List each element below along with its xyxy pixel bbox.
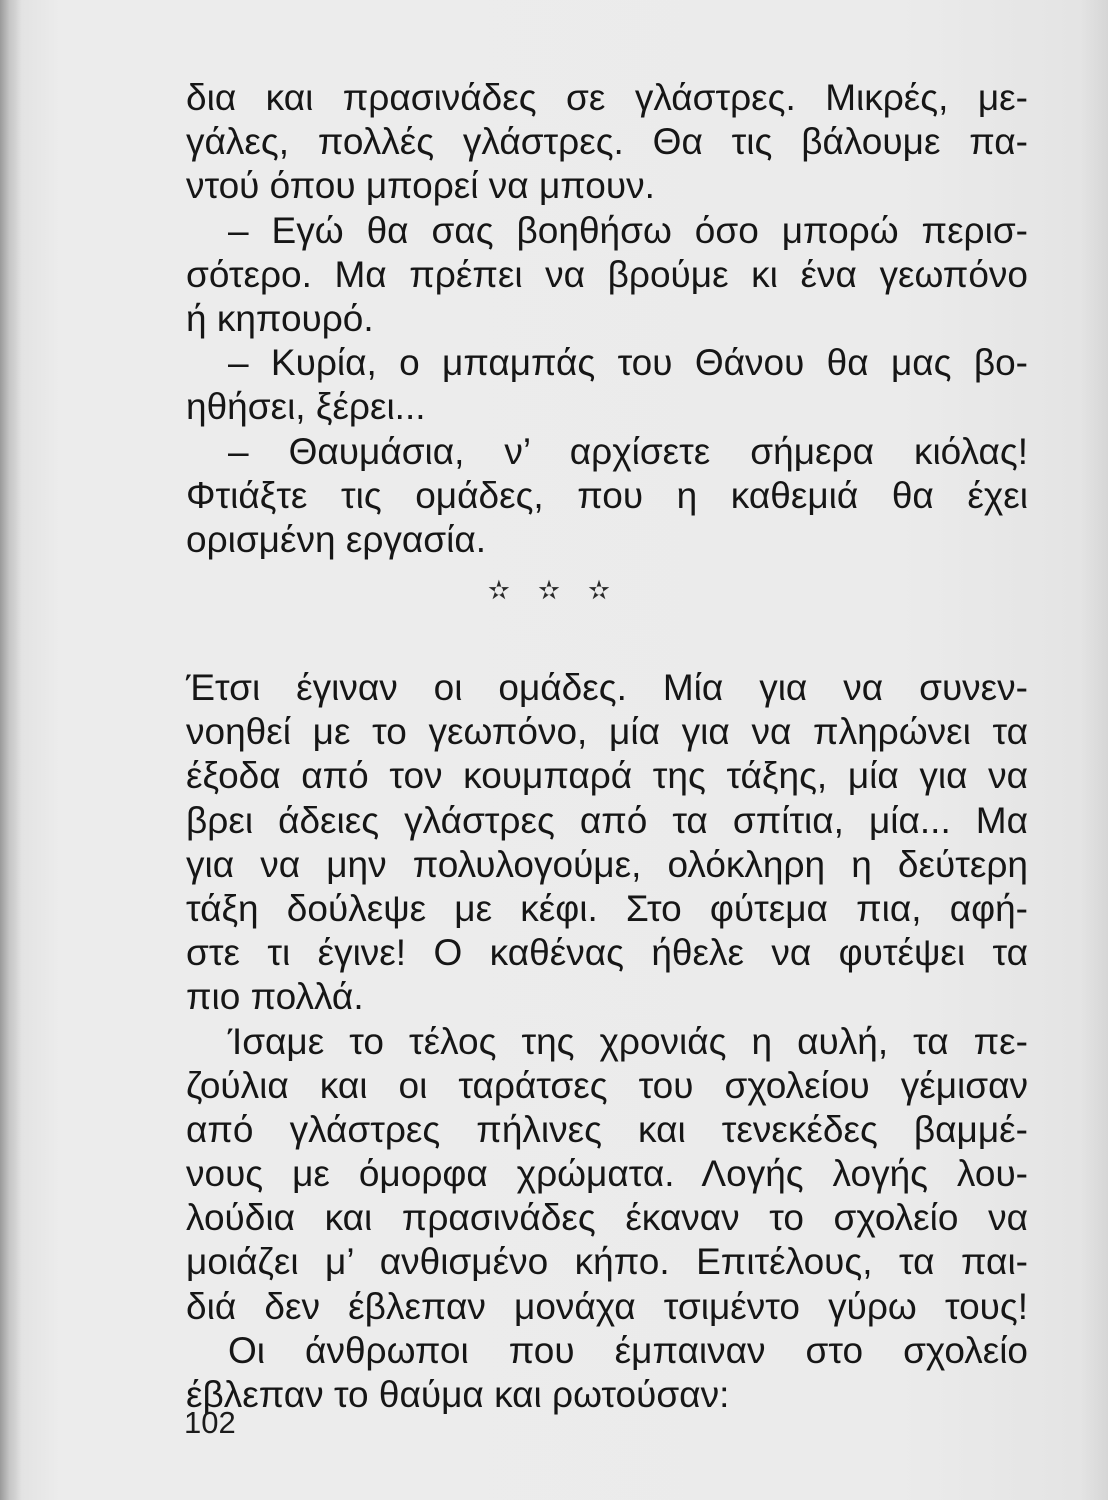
text-line: έβλεπαν το θαύμα και ρωτούσαν: [186, 1374, 730, 1415]
text-line: ντού όπου μπορεί να μπουν. [186, 165, 655, 207]
text-line: έξοδα από τον κουμπαρά της τάξης, μία για να [186, 755, 1028, 797]
text-line: λούδια και πρασινάδες έκαναν το σχολείο να [186, 1197, 1028, 1239]
text-line: Οι άνθρωποι που έμπαιναν στο σχολείο [228, 1329, 1028, 1371]
paragraph [186, 430, 1028, 563]
text-line: – Θαυμάσια, ν’ αρχίσετε σήμερα κιόλας! [228, 430, 1028, 472]
page-number: 102 [184, 1405, 236, 1440]
text-line: ή κηπουρό. [186, 297, 374, 339]
text-line: Φτιάξτε τις ομάδες, που η καθεμιά θα έχει [186, 474, 1028, 516]
text-line: βρει άδειες γλάστρες από τα σπίτια, μία... Μα [186, 799, 1028, 841]
text-line: νους με όμορφα χρώματα. Λογής λογής λου- [186, 1153, 1028, 1195]
paragraph [186, 341, 1028, 429]
text-line: – Κυρία, ο μπαμπάς του Θάνου θα μας βο- [228, 342, 1028, 384]
text-line: Έτσι έγιναν οι ομάδες. Μία για να συνεν- [186, 667, 1028, 708]
text-line: ζούλια και οι ταράτσες του σχολείου γέμισαν [186, 1064, 1028, 1106]
paragraph [186, 209, 1028, 342]
text-line: ορισμένη εργασία. [186, 518, 487, 560]
text-line: διά δεν έβλεπαν μονάχα τσιμέντο γύρω τους! [186, 1285, 1028, 1327]
text-line: δια και πρασινάδες σε γλάστρες. Μικρές, με- [186, 77, 1028, 118]
page-spine-shadow [0, 0, 22, 1500]
text-line: νοηθεί με το γεωπόνο, μία για να πληρώνει τα [186, 711, 1028, 753]
text-line: για να μην πολυλογούμε, ολόκληρη η δεύτερη [186, 843, 1028, 885]
text-line: στε τι έγινε! Ο καθένας ήθελε να φυτέψει τα [186, 932, 1028, 974]
text-line: ηθήσει, ξέρει... [186, 386, 426, 428]
text-line: – Εγώ θα σας βοηθήσω όσο μπορώ περισ- [228, 209, 1028, 251]
text-block-top [186, 76, 1028, 562]
text-line: μοιάζει μ’ ανθισμένο κήπο. Επιτέλους, τα παι- [186, 1241, 1028, 1283]
text-line: γάλες, πολλές γλάστρες. Θα τις βάλουμε πα- [186, 121, 1028, 163]
paragraph [186, 76, 1028, 209]
text-line: τάξη δούλεψε με κέφι. Στο φύτεμα πια, αφή- [186, 887, 1028, 929]
paragraph [186, 666, 1028, 1020]
section-separator: ✫ ✫ ✫ [488, 576, 620, 606]
paragraph [186, 1329, 1028, 1417]
text-line: από γλάστρες πήλινες και τενεκέδες βαμμέ- [186, 1108, 1028, 1150]
paragraph [186, 1020, 1028, 1329]
text-line: Ίσαμε το τέλος της χρονιάς η αυλή, τα πε- [228, 1020, 1028, 1062]
text-line: σότερο. Μα πρέπει να βρούμε κι ένα γεωπόνο [186, 253, 1028, 295]
text-block-bottom [186, 666, 1028, 1417]
text-line: πιο πολλά. [186, 976, 364, 1018]
